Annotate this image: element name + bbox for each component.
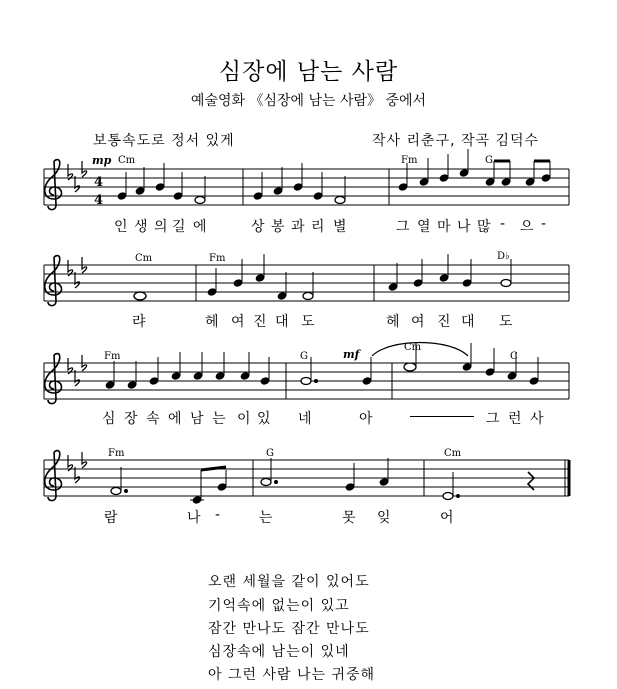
time-signature-top: 4 — [94, 175, 104, 190]
lyric-syllable: 는 — [212, 411, 226, 427]
lyric-syllable: 상 — [251, 219, 265, 235]
lyric-syllable: 그 — [396, 219, 410, 235]
lyric-syllable: 심 — [102, 411, 116, 427]
lyric-syllable: - — [215, 507, 221, 523]
notes-system-2 — [134, 254, 511, 300]
lyric-syllable: 별 — [333, 219, 347, 235]
lyric-syllable: 이 — [237, 411, 251, 427]
lyric-syllable: 에 — [168, 411, 182, 427]
song-subtitle: 예술영화 《심장에 남는 사람》 중에서 — [190, 93, 427, 109]
lyric-syllable: 진 — [253, 314, 267, 330]
verse-line: 심장속에 남는이 있네 — [208, 644, 350, 660]
lyric-syllable: - — [500, 216, 506, 232]
verse-line: 아 그런 사람 나는 귀중해 — [208, 667, 376, 683]
lyric-syllable: 도 — [301, 314, 315, 330]
lyric-syllable: 람 — [104, 510, 118, 526]
lyric-syllable: 사 — [530, 411, 544, 427]
time-signature-bottom: 4 — [94, 193, 104, 208]
dynamic-mf: mf — [343, 348, 360, 361]
composer-credits: 작사 리춘구, 작곡 김덕수 — [372, 133, 540, 149]
chord-symbol: Fm — [104, 351, 121, 362]
lyric-syllable: 열 — [417, 219, 431, 235]
song-title: 심장에 남는 사람 — [218, 59, 399, 85]
lyric-syllable: 인 — [114, 219, 128, 235]
lyric-syllable: 어 — [440, 510, 454, 526]
chord-symbol: Fm — [108, 448, 125, 459]
chord-symbol: Cm — [444, 448, 462, 459]
chord-symbol: Fm — [401, 155, 418, 166]
lyric-syllable: 잊 — [377, 510, 391, 526]
chord-symbol: Fm — [209, 253, 226, 264]
lyric-syllable: 여 — [231, 314, 245, 330]
lyric-syllable: 는 — [259, 510, 273, 526]
chord-symbol: G — [485, 155, 493, 166]
chord-symbol: D♭ — [497, 251, 510, 262]
lyric-syllable: 헤 — [386, 314, 400, 330]
verse-line: 잠간 만나도 잠간 만나도 — [208, 621, 370, 637]
lyric-syllable: 남 — [190, 411, 204, 427]
lyric-syllable: 속 — [146, 411, 160, 427]
lyric-syllable: 많 — [477, 219, 491, 235]
melisma-line — [410, 416, 474, 417]
lyric-syllable: 과 — [291, 219, 305, 235]
chord-symbol: G — [266, 448, 274, 459]
lyric-syllable: 나 — [457, 219, 471, 235]
lyric-syllable: 아 — [359, 411, 373, 427]
lyric-syllable: 런 — [508, 411, 522, 427]
chord-symbol: G — [300, 351, 308, 362]
lyric-syllable: 길 — [172, 219, 186, 235]
lyric-syllable: 생 — [134, 219, 148, 235]
tempo-marking: 보통속도로 정서 있게 — [93, 133, 235, 149]
lyric-syllable: - — [541, 216, 547, 232]
lyric-syllable: 나 — [187, 510, 201, 526]
lyric-syllable: 봉 — [271, 219, 285, 235]
lyric-syllable: 진 — [437, 314, 451, 330]
dynamic-mp: mp — [92, 154, 112, 167]
lyric-syllable: 도 — [499, 314, 513, 330]
notes-system-4 — [111, 458, 534, 504]
lyric-syllable: 랴 — [132, 314, 146, 330]
lyric-syllable: 에 — [193, 219, 207, 235]
lyric-syllable: 여 — [411, 314, 425, 330]
chord-symbol: Cm — [118, 155, 136, 166]
lyric-syllable: 있 — [257, 411, 271, 427]
lyric-syllable: 리 — [311, 219, 325, 235]
chord-symbol: C — [510, 351, 518, 362]
lyric-syllable: 의 — [154, 219, 168, 235]
lyric-syllable: 못 — [342, 510, 356, 526]
lyric-syllable: 네 — [298, 411, 312, 427]
notes-system-3 — [105, 343, 539, 390]
lyric-syllable: 장 — [124, 411, 138, 427]
lyric-syllable: 대 — [275, 314, 289, 330]
chord-symbol: Cm — [404, 342, 422, 353]
lyric-syllable: 그 — [486, 411, 500, 427]
chord-symbol: Cm — [135, 253, 153, 264]
verse-line: 오랜 세월을 같이 있어도 — [208, 574, 370, 590]
lyric-syllable: 마 — [437, 219, 451, 235]
lyric-syllable: 으 — [520, 219, 534, 235]
verse-line: 기억속에 없는이 있고 — [208, 598, 350, 614]
lyric-syllable: 대 — [461, 314, 475, 330]
lyric-syllable: 헤 — [205, 314, 219, 330]
